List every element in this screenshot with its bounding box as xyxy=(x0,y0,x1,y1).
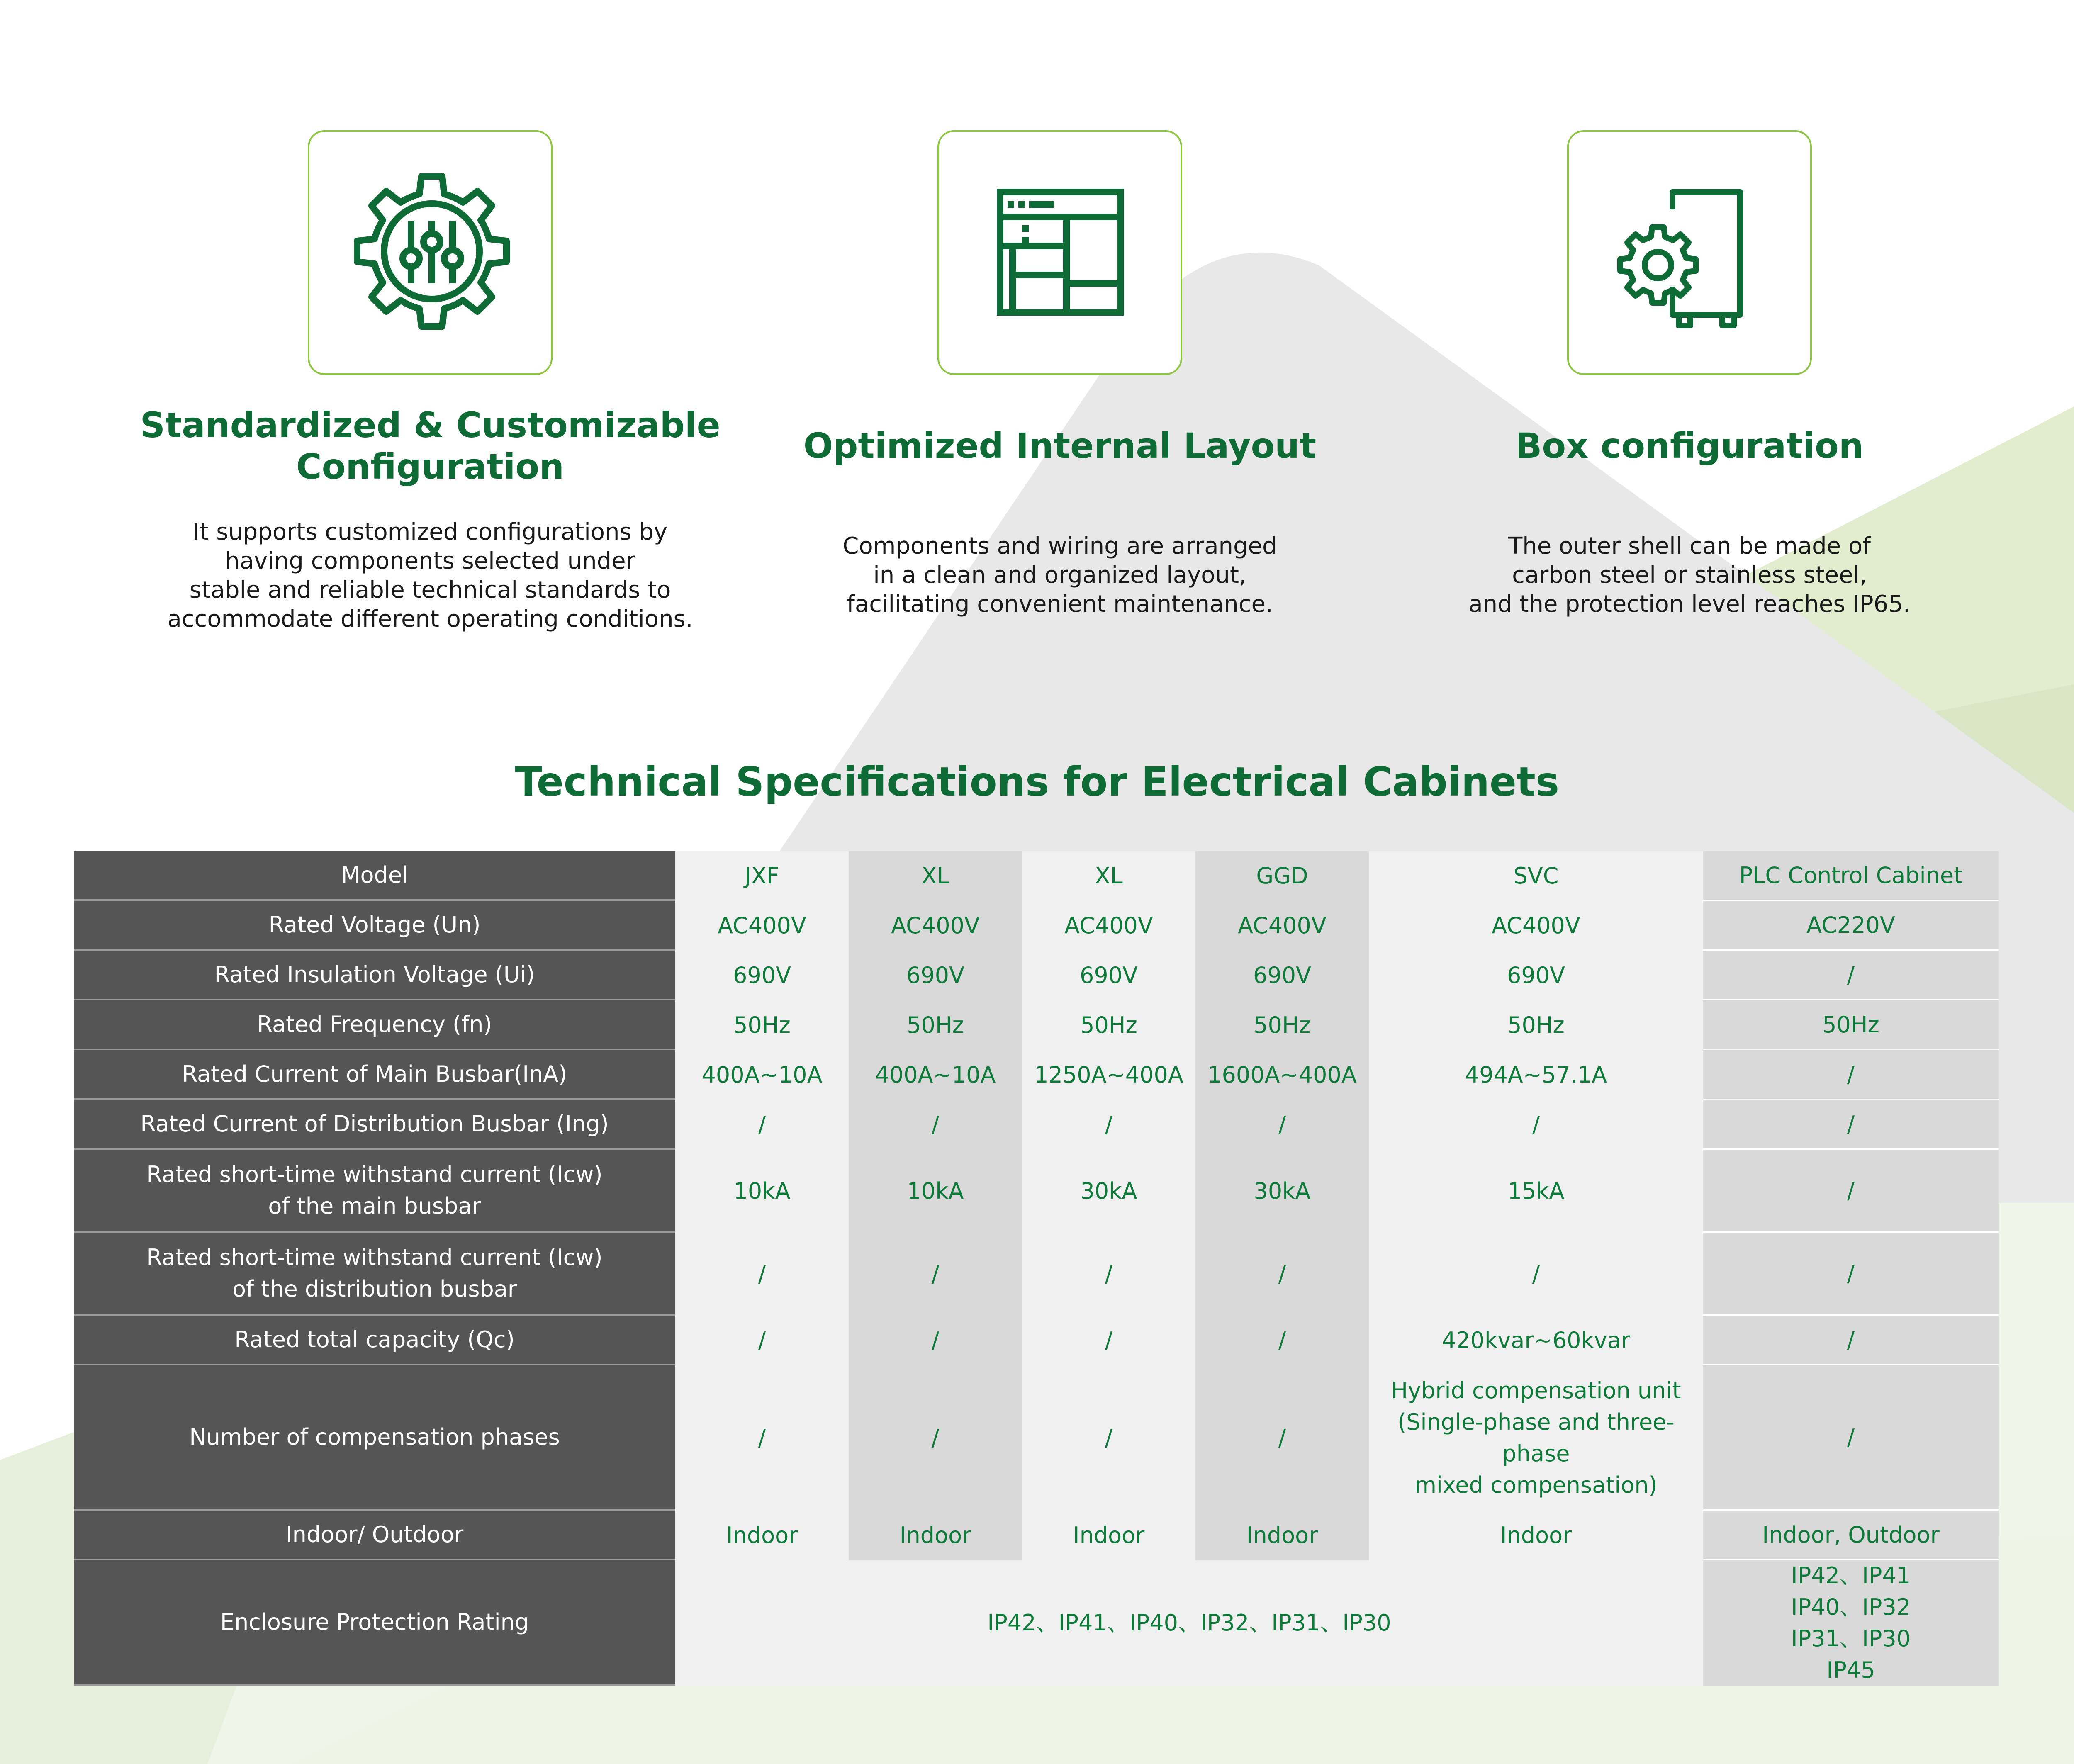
spec-cell xyxy=(675,1365,849,1511)
cell-text-line: / xyxy=(758,1112,766,1138)
feature-3-title-line: Box configuration xyxy=(1515,426,1864,466)
feature-3-desc-line: carbon steel or stainless steel, xyxy=(1512,562,1867,589)
spec-cell xyxy=(1703,1100,1999,1150)
cell-text-line: 1600A~400A xyxy=(1207,1062,1357,1088)
cell-text-line: 15kA xyxy=(1507,1178,1565,1204)
spec-row-label xyxy=(74,951,675,1000)
spec-cell xyxy=(1195,1000,1369,1050)
spec-cell-merged xyxy=(675,1560,1703,1686)
spec-cell xyxy=(1022,1316,1195,1365)
spec-cell xyxy=(1195,1511,1369,1560)
spec-cell xyxy=(1022,901,1195,951)
spec-cell xyxy=(1703,1511,1999,1560)
feature-1-desc-line: having components selected under xyxy=(225,547,635,574)
spec-cell xyxy=(1022,1000,1195,1050)
spec-cell xyxy=(1703,1233,1999,1316)
spec-cell xyxy=(1369,901,1703,951)
cell-text-line: SVC xyxy=(1513,863,1559,889)
cell-text-line: JXF xyxy=(745,863,779,889)
feature-2-icon-box xyxy=(937,130,1182,375)
feature-2-desc-line: Components and wiring are arranged xyxy=(842,533,1277,560)
feature-3-icon-box xyxy=(1567,130,1812,375)
cell-text-line: 10kA xyxy=(733,1178,791,1204)
cell-text-line: 50Hz xyxy=(907,1012,964,1038)
gear-sliders-icon xyxy=(341,163,523,346)
cell-text-line: AC400V xyxy=(1064,912,1153,939)
spec-cell xyxy=(1022,1100,1195,1150)
feature-3-desc-line: The outer shell can be made of xyxy=(1508,533,1871,560)
cell-text-line: / xyxy=(1847,1111,1855,1137)
cell-text-line: PLC Control Cabinet xyxy=(1739,862,1963,888)
spec-cell xyxy=(1195,1316,1369,1365)
spec-cell xyxy=(675,1233,849,1316)
spec-row-label xyxy=(74,901,675,951)
spec-cell xyxy=(1703,901,1999,951)
spec-table-title: Technical Specifications for Electrical Cabinets xyxy=(514,759,1560,805)
spec-cell xyxy=(1369,1316,1703,1365)
spec-cell xyxy=(675,1050,849,1100)
cell-text-line: 30kA xyxy=(1080,1178,1137,1204)
feature-3-description xyxy=(1378,532,2001,619)
cell-text-line: / xyxy=(1105,1327,1113,1353)
feature-1-icon-box xyxy=(308,130,553,375)
spec-cell xyxy=(849,1050,1022,1100)
cell-text-line: / xyxy=(1105,1112,1113,1138)
cell-text-line: 10kA xyxy=(907,1178,964,1204)
cell-text-line: Model xyxy=(341,862,409,888)
spec-cell xyxy=(849,1150,1022,1233)
cell-text-line: AC400V xyxy=(1238,912,1327,939)
cell-text-line: AC400V xyxy=(1492,912,1580,939)
cell-text-line: AC400V xyxy=(891,912,980,939)
cell-text-line: 50Hz xyxy=(1254,1012,1311,1038)
cell-text-line: Rated total capacity (Qc) xyxy=(234,1326,515,1353)
feature-1-desc-line: It supports customized configurations by xyxy=(192,518,668,545)
cell-text-line: IP42、IP41、IP40、IP32、IP31、IP30 xyxy=(987,1610,1391,1636)
cell-text-line: Indoor xyxy=(1246,1522,1318,1548)
cell-text-line: 50Hz xyxy=(733,1012,791,1038)
spec-cell xyxy=(1369,1365,1703,1511)
cell-text-line: / xyxy=(1847,961,1855,988)
cell-text-line: (Single-phase and three-phase xyxy=(1397,1409,1675,1467)
cell-text-line: IP31、IP30 xyxy=(1791,1625,1911,1652)
feature-1-desc-line: stable and reliable technical standards to xyxy=(189,577,671,603)
cell-text-line: Indoor xyxy=(1073,1522,1145,1548)
spec-cell xyxy=(675,951,849,1000)
spec-cell xyxy=(1022,951,1195,1000)
cell-text-line: / xyxy=(1847,1177,1855,1204)
cell-text-line: Rated Current of Main Busbar(InA) xyxy=(182,1061,567,1087)
cell-text-line: / xyxy=(758,1425,766,1451)
cell-text-line: Enclosure Protection Rating xyxy=(220,1609,529,1635)
cell-text-line: Rated Voltage (Un) xyxy=(268,912,481,938)
spec-cell xyxy=(1022,1233,1195,1316)
cell-text-line: 30kA xyxy=(1254,1178,1311,1204)
spec-cell xyxy=(1703,1050,1999,1100)
cell-text-line: / xyxy=(1278,1261,1286,1287)
cell-text-line: 1250A~400A xyxy=(1034,1062,1183,1088)
spec-cell xyxy=(1195,1050,1369,1100)
cell-text-line: of the distribution busbar xyxy=(232,1276,517,1302)
cell-text-line: Rated short-time withstand current (Icw) xyxy=(146,1161,603,1187)
feature-1-title xyxy=(140,404,721,487)
cell-text-line: / xyxy=(1847,1260,1855,1287)
cell-text-line: IP40、IP32 xyxy=(1791,1594,1911,1620)
spec-cell xyxy=(1195,1150,1369,1233)
spec-cell xyxy=(1703,851,1999,901)
spec-cell xyxy=(1195,1233,1369,1316)
spec-cell xyxy=(849,1100,1022,1150)
cell-text-line: Rated short-time withstand current (Icw) xyxy=(146,1244,603,1270)
cell-text-line: / xyxy=(1847,1061,1855,1088)
feature-2-description xyxy=(749,532,1371,619)
spec-cell xyxy=(1195,1100,1369,1150)
cell-text-line: / xyxy=(1532,1261,1540,1287)
feature-2-desc-line: facilitating convenient maintenance. xyxy=(847,591,1273,618)
cell-text-line: GGD xyxy=(1256,863,1308,889)
cell-text-line: Indoor/ Outdoor xyxy=(285,1521,464,1547)
cell-text-line: / xyxy=(931,1327,940,1353)
cell-text-line: IP42、IP41 xyxy=(1791,1562,1911,1589)
cell-text-line: / xyxy=(1847,1424,1855,1450)
layout-window-icon xyxy=(970,163,1153,346)
feature-1-desc-line: accommodate different operating conditions. xyxy=(167,606,693,633)
cell-text-line: / xyxy=(931,1261,940,1287)
spec-cell xyxy=(1195,1365,1369,1511)
feature-1-title-line: Standardized & Customizable xyxy=(140,405,721,445)
spec-cell xyxy=(1022,1050,1195,1100)
spec-cell xyxy=(1703,1150,1999,1233)
cell-text-line: XL xyxy=(1095,863,1123,889)
spec-cell xyxy=(1022,1150,1195,1233)
spec-row-label xyxy=(74,1560,675,1686)
spec-row-label xyxy=(74,1511,675,1560)
cell-text-line: Indoor, Outdoor xyxy=(1762,1521,1940,1548)
cell-text-line: Rated Current of Distribution Busbar (Ing) xyxy=(140,1111,609,1137)
feature-3-desc-line: and the protection level reaches IP65. xyxy=(1468,591,1911,618)
feature-2-title xyxy=(769,425,1350,467)
spec-cell xyxy=(675,1150,849,1233)
spec-cell xyxy=(849,1365,1022,1511)
spec-cell xyxy=(849,951,1022,1000)
cell-text-line: 50Hz xyxy=(1507,1012,1565,1038)
cell-text-line: / xyxy=(1532,1112,1540,1138)
cell-text-line: XL xyxy=(921,863,949,889)
spec-row-label xyxy=(74,1365,675,1511)
cell-text-line: / xyxy=(1105,1261,1113,1287)
cell-text-line: AC400V xyxy=(718,912,806,939)
cabinet-gear-icon xyxy=(1600,163,1782,346)
spec-cell xyxy=(849,1233,1022,1316)
cell-text-line: of the main busbar xyxy=(268,1193,481,1219)
cell-text-line: 690V xyxy=(733,962,791,988)
cell-text-line: / xyxy=(1278,1327,1286,1353)
spec-cell xyxy=(675,851,849,901)
spec-cell xyxy=(1022,1511,1195,1560)
feature-2-title-line: Optimized Internal Layout xyxy=(803,426,1317,466)
cell-text-line: 50Hz xyxy=(1080,1012,1137,1038)
spec-cell xyxy=(1703,1365,1999,1511)
spec-row-label xyxy=(74,1000,675,1050)
spec-cell xyxy=(675,1000,849,1050)
cell-text-line: Indoor xyxy=(726,1522,798,1548)
spec-cell xyxy=(1369,1511,1703,1560)
cell-text-line: 690V xyxy=(1253,962,1311,988)
cell-text-line: 420kvar~60kvar xyxy=(1441,1327,1631,1353)
spec-cell xyxy=(849,1000,1022,1050)
spec-cell xyxy=(1195,901,1369,951)
spec-cell xyxy=(1195,851,1369,901)
spec-cell xyxy=(1703,1000,1999,1050)
cell-text-line: / xyxy=(758,1327,766,1353)
cell-text-line: 690V xyxy=(1507,962,1565,988)
spec-cell xyxy=(1703,951,1999,1000)
spec-row-label xyxy=(74,1150,675,1233)
cell-text-line: / xyxy=(931,1425,940,1451)
spec-row-label xyxy=(74,1316,675,1365)
spec-cell xyxy=(1369,1150,1703,1233)
spec-cell xyxy=(849,851,1022,901)
spec-cell xyxy=(675,1511,849,1560)
spec-cell xyxy=(675,1316,849,1365)
spec-cell xyxy=(675,1100,849,1150)
cell-text-line: 50Hz xyxy=(1822,1011,1879,1038)
cell-text-line: 400A~10A xyxy=(701,1062,823,1088)
cell-text-line: 690V xyxy=(906,962,964,988)
spec-row-label xyxy=(74,1100,675,1150)
cell-text-line: 690V xyxy=(1079,962,1138,988)
feature-1-description xyxy=(119,518,741,634)
spec-cell xyxy=(1703,1316,1999,1365)
cell-text-line: Rated Insulation Voltage (Ui) xyxy=(214,961,535,988)
cell-text-line: Rated Frequency (fn) xyxy=(257,1011,492,1037)
spec-cell xyxy=(849,1316,1022,1365)
feature-2-desc-line: in a clean and organized layout, xyxy=(873,562,1246,589)
cell-text-line: 494A~57.1A xyxy=(1465,1062,1607,1088)
cell-text-line: mixed compensation) xyxy=(1414,1472,1658,1498)
spec-cell xyxy=(1369,851,1703,901)
feature-1-title-line: Configuration xyxy=(296,446,564,487)
spec-cell xyxy=(1369,1050,1703,1100)
spec-cell xyxy=(1195,951,1369,1000)
spec-cell xyxy=(1022,1365,1195,1511)
spec-cell xyxy=(1703,1560,1999,1686)
spec-cell xyxy=(675,901,849,951)
feature-3-title xyxy=(1399,425,1980,467)
cell-text-line: / xyxy=(931,1112,940,1138)
cell-text-line: IP45 xyxy=(1826,1657,1875,1683)
cell-text-line: Indoor xyxy=(899,1522,971,1548)
cell-text-line: 400A~10A xyxy=(875,1062,996,1088)
spec-row-label xyxy=(74,1233,675,1316)
cell-text-line: / xyxy=(1105,1425,1113,1451)
spec-cell xyxy=(1369,1100,1703,1150)
cell-text-line: Indoor xyxy=(1500,1522,1572,1548)
spec-cell xyxy=(1369,1233,1703,1316)
spec-row-label xyxy=(74,1050,675,1100)
spec-row-label xyxy=(74,851,675,901)
cell-text-line: Number of compensation phases xyxy=(189,1424,560,1450)
spec-cell xyxy=(1369,951,1703,1000)
spec-cell xyxy=(849,1511,1022,1560)
cell-text-line: AC220V xyxy=(1806,912,1895,938)
cell-text-line: / xyxy=(1278,1112,1286,1138)
cell-text-line: / xyxy=(1278,1425,1286,1451)
spec-cell xyxy=(1022,851,1195,901)
cell-text-line: Hybrid compensation unit xyxy=(1391,1377,1681,1404)
cell-text-line: / xyxy=(758,1261,766,1287)
spec-cell xyxy=(849,901,1022,951)
cell-text-line: / xyxy=(1847,1326,1855,1353)
spec-cell xyxy=(1369,1000,1703,1050)
